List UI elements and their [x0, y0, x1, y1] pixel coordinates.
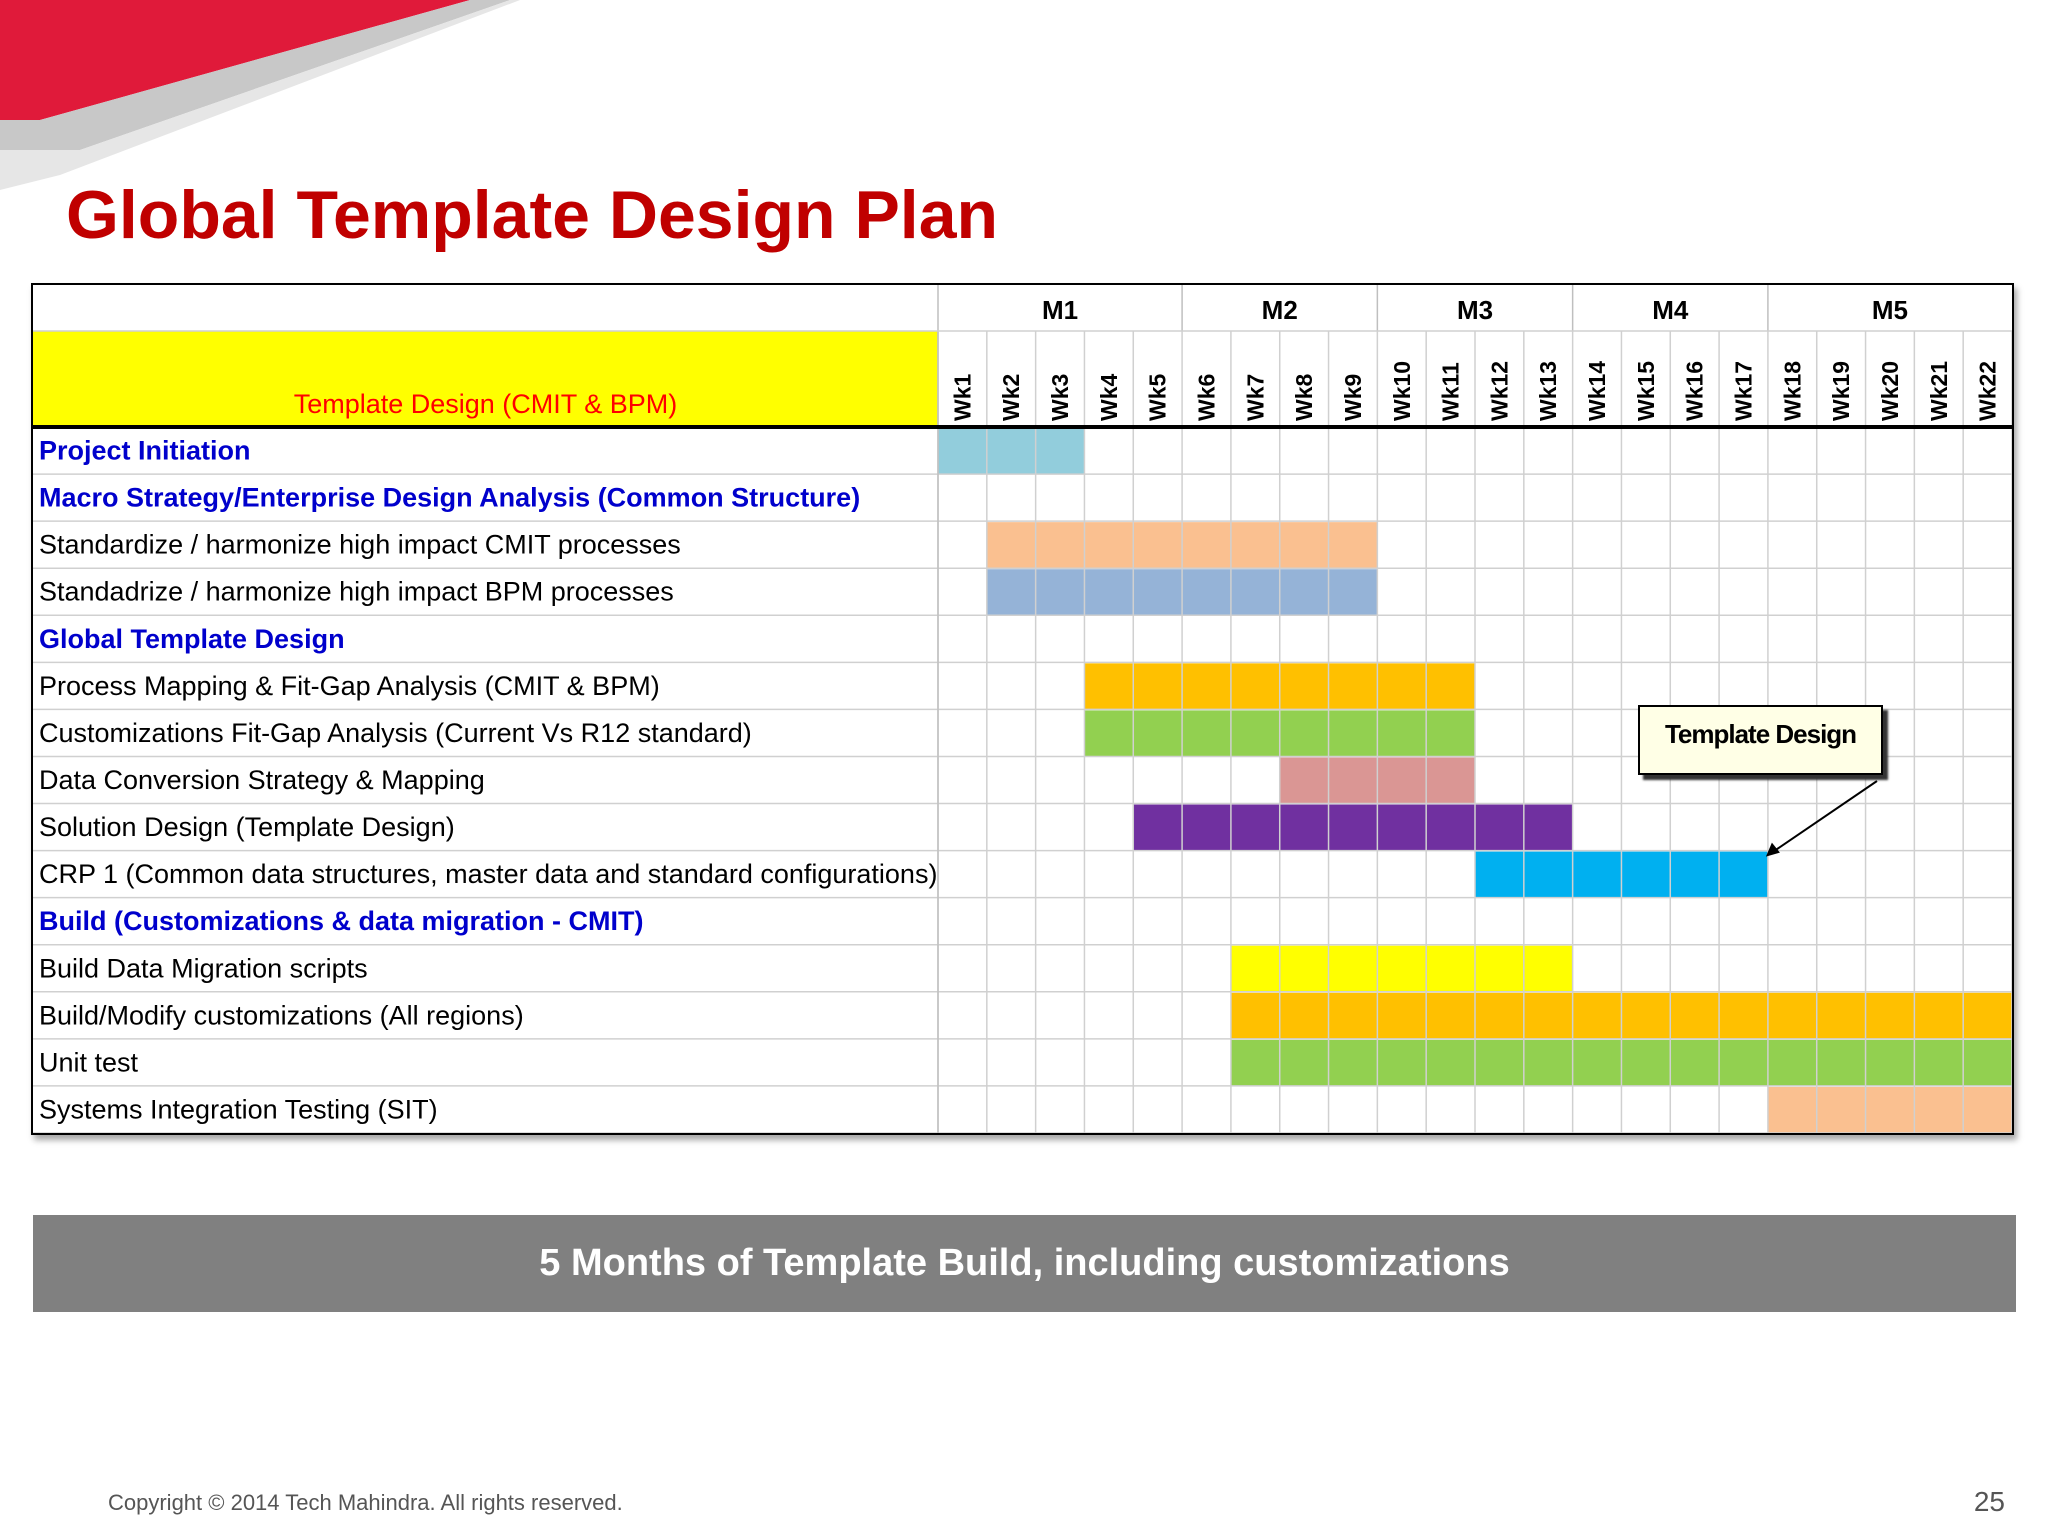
- month-label-m2: M2: [1261, 295, 1298, 325]
- week-label-wk7: Wk7: [1242, 373, 1269, 421]
- week-label-wk4: Wk4: [1095, 373, 1122, 421]
- week-label-wk6: Wk6: [1193, 373, 1220, 421]
- week-label-wk12: Wk12: [1486, 360, 1513, 421]
- slide-title: Global Template Design Plan: [66, 177, 999, 253]
- task-label: Process Mapping & Fit-Gap Analysis (CMIT & BPM): [39, 670, 660, 701]
- task-label: Unit test: [39, 1047, 139, 1078]
- header-label: Template Design (CMIT & BPM): [293, 389, 678, 419]
- section-label: Global Template Design: [39, 623, 345, 654]
- task-label: Standardize / harmonize high impact CMIT processes: [39, 529, 681, 560]
- week-label-wk17: Wk17: [1730, 360, 1757, 421]
- corner-swoosh-decoration: [0, 0, 560, 200]
- template-design-callout: Template Design: [1638, 705, 1883, 775]
- section-label: Build (Customizations & data migration - CMIT): [39, 906, 644, 937]
- section-label: Macro Strategy/Enterprise Design Analysis (Common Structure): [39, 482, 861, 513]
- copyright-notice: Copyright © 2014 Tech Mahindra. All rights reserved.: [108, 1490, 623, 1515]
- task-bar: [938, 428, 1084, 474]
- task-label: Standadrize / harmonize high impact BPM processes: [39, 576, 674, 607]
- week-label-wk2: Wk2: [998, 373, 1025, 421]
- task-label: Systems Integration Testing (SIT): [39, 1094, 438, 1125]
- week-label-wk3: Wk3: [1047, 373, 1074, 421]
- week-label-wk19: Wk19: [1828, 360, 1855, 421]
- week-label-wk5: Wk5: [1144, 373, 1171, 421]
- month-label-m3: M3: [1456, 295, 1494, 325]
- week-label-wk10: Wk10: [1388, 360, 1415, 421]
- section-label: Project Initiation: [39, 435, 251, 466]
- page-number: 25: [1973, 1486, 2005, 1517]
- task-bar: [1231, 946, 1573, 992]
- month-label-m1: M1: [1041, 295, 1079, 325]
- task-label: Solution Design (Template Design): [39, 812, 455, 843]
- month-label-m4: M4: [1652, 295, 1689, 325]
- task-label: CRP 1 (Common data structures, master data and standard configurations): [39, 859, 938, 890]
- week-label-wk20: Wk20: [1876, 360, 1903, 421]
- week-label-wk8: Wk8: [1291, 373, 1318, 421]
- task-bar: [1133, 805, 1572, 851]
- task-label: Customizations Fit-Gap Analysis (Current Vs R12 standard): [39, 717, 752, 748]
- callout-arrow-line: [1772, 781, 1877, 853]
- week-label-wk11: Wk11: [1437, 362, 1464, 421]
- week-label-wk9: Wk9: [1339, 373, 1366, 421]
- summary-text: 5 Months of Template Build, including customizations: [539, 1242, 1510, 1284]
- week-label-wk16: Wk16: [1681, 360, 1708, 421]
- week-label-wk22: Wk22: [1974, 360, 2001, 421]
- task-bar: [1768, 1087, 2012, 1133]
- task-label: Build Data Migration scripts: [39, 953, 368, 984]
- summary-banner: [33, 1215, 2016, 1312]
- month-label-m5: M5: [1871, 295, 1909, 325]
- week-label-wk14: Wk14: [1584, 360, 1611, 421]
- task-label: Build/Modify customizations (All regions): [39, 1000, 524, 1031]
- week-label-wk13: Wk13: [1535, 360, 1562, 421]
- week-label-wk21: Wk21: [1925, 360, 1952, 421]
- week-label-wk18: Wk18: [1779, 360, 1806, 421]
- task-label: Data Conversion Strategy & Mapping: [39, 765, 485, 795]
- week-label-wk15: Wk15: [1632, 360, 1659, 421]
- week-label-wk1: Wk1: [949, 373, 976, 421]
